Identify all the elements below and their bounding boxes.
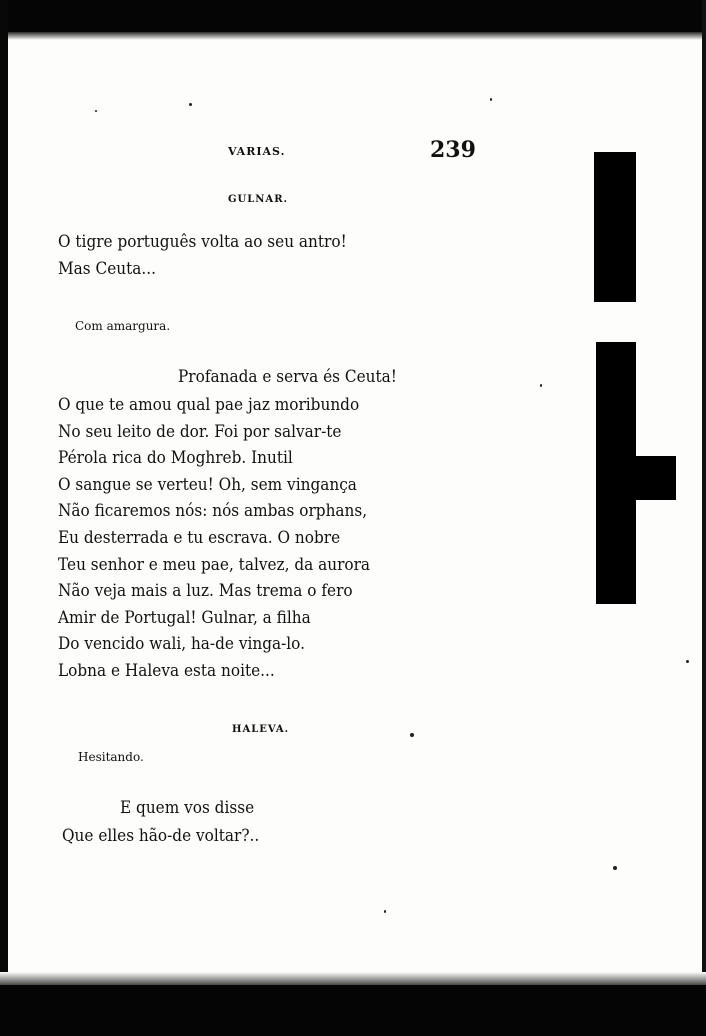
verse-line: Mas Ceuta... [58,258,156,279]
speaker-haleva: HALEVA. [232,724,290,735]
verse-line: Amir de Portugal! Gulnar, a filha [58,607,311,628]
verse-line: Teu senhor e meu pae, talvez, da aurora [58,554,371,575]
scan-right-border [702,0,706,1036]
verse-passage-2-first-line [178,364,397,391]
margin-tab-notch [636,456,676,500]
verse-passage-2 [58,392,370,685]
scan-left-border [0,0,8,1036]
verse-line: Lobna e Haleva esta noite... [58,660,275,681]
speck [189,103,192,106]
verse-passage-3-first-line [120,795,254,822]
running-title: VARIAS. [228,145,286,158]
speck [490,98,492,101]
verse-passage-3-second-line [62,823,259,850]
scan-bottom-border [0,985,706,1036]
margin-tab-upper [594,152,636,302]
margin-tab-lower [596,342,636,604]
speck [540,384,542,387]
speck [95,110,97,112]
verse-passage-1 [58,229,347,282]
verse-line: E quem vos disse [120,798,255,818]
stage-direction-amargura: Com amargura. [75,319,171,333]
verse-line: O sangue se verteu! Oh, sem vingança [58,474,357,495]
verse-line: Que elles hão-de voltar?.. [62,826,260,846]
speck [410,733,414,737]
scan-top-shadow [0,32,706,40]
verse-line: Eu desterrada e tu escrava. O nobre [58,527,341,548]
stage-direction-hesitando: Hesitando. [78,750,144,764]
speaker-gulnar: GULNAR. [228,194,288,205]
verse-line: No seu leito de dor. Foi por salvar-te [58,421,342,442]
verse-line: Do vencido wali, ha-de vinga-lo. [58,634,305,655]
speck [384,910,386,913]
scan-top-border [0,0,706,32]
verse-line: Profanada e serva és Ceuta! [178,367,397,387]
verse-line: Não ficaremos nós: nós ambas orphans, [58,501,368,522]
scan-bottom-shadow [0,972,706,986]
verse-line: O tigre português volta ao seu antro! [58,232,347,252]
speck [613,866,617,870]
verse-line: Não veja mais a luz. Mas trema o fero [58,581,353,602]
verse-line: O que te amou qual pae jaz moribundo [58,395,360,415]
page-number: 239 [430,137,476,163]
speck [686,660,689,663]
verse-line: Pérola rica do Moghreb. Inutil [58,448,293,469]
